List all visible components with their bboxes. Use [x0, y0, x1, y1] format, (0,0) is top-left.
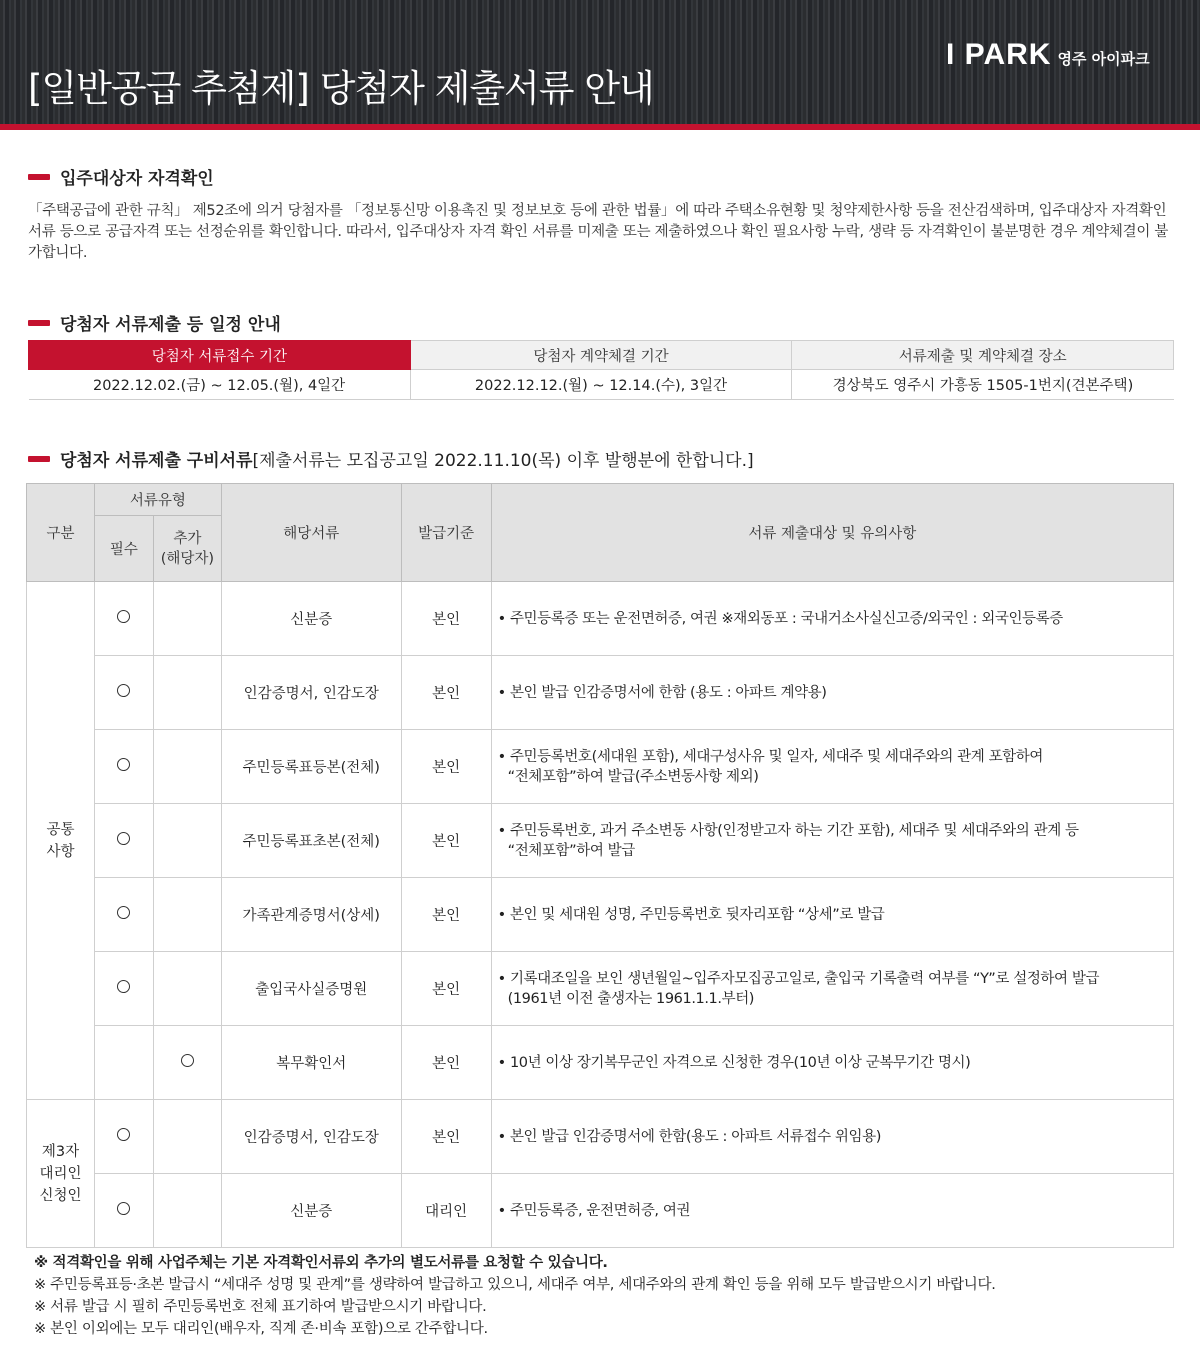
header-additional: 추가 (해당자): [153, 516, 221, 582]
document-name: 주민등록표등본(전체): [221, 730, 401, 804]
document-notes: [491, 1100, 1173, 1174]
notes-line: • 주민등록번호, 과거 주소변동 사항(인정받고자 하는 기간 포함), 세대주 및 세대주와의 관계 등: [497, 822, 1079, 839]
circle-mark-icon: [117, 980, 130, 993]
header-required: 필수: [94, 516, 153, 582]
logo-sub: 영주 아이파크: [1057, 50, 1150, 68]
issue-basis: 대리인: [401, 1174, 491, 1248]
issue-basis: 본인: [401, 1100, 491, 1174]
schedule-value: 2022.12.12.(월) ~ 12.14.(수), 3일간: [410, 370, 792, 400]
document-row: [27, 656, 1174, 730]
section-marker-icon: [28, 174, 50, 180]
header-document: 해당서류: [221, 484, 401, 582]
document-name: 출입국사실증명원: [221, 952, 401, 1026]
section-marker-icon: [28, 320, 50, 326]
section-heading-note: [제출서류는 모집공고일 2022.11.10(목) 이후 발행분에 한합니다.]: [252, 451, 754, 471]
document-row: [27, 1174, 1174, 1248]
required-cell: [94, 1026, 153, 1100]
section-heading-schedule: [28, 310, 281, 335]
additional-cell: [153, 952, 221, 1026]
document-name: 가족관계증명서(상세): [221, 878, 401, 952]
document-name: 주민등록표초본(전체): [221, 804, 401, 878]
footnotes: [34, 1252, 1174, 1340]
document-notes: [491, 878, 1173, 952]
notes-line: • 주민등록증, 운전면허증, 여권: [497, 1202, 691, 1219]
issue-basis: 본인: [401, 582, 491, 656]
section-heading-documents: [28, 446, 754, 471]
document-row: [27, 1100, 1174, 1174]
circle-mark-icon: [117, 684, 130, 697]
required-cell: [94, 730, 153, 804]
eligibility-paragraph: 「주택공급에 관한 규칙」 제52조에 의거 당첨자를 「정보통신망 이용촉진 및 정보보호 등에 관한 법률」에 따라 주택소유현황 및 청약제한사항 등을 전산검색하며, 입주대상자 자격확인서류 등으로 공급자격 또는 선정순위를 확인합니다. 따라서, 입주대상자 자격 확인 서류를 미제출 또는 제출하였으나 확인 필요사항 누락, 생략 등 자격확인이 불분명한 경우 계약체결이 불가합니다.: [28, 203, 1169, 261]
additional-cell: [153, 656, 221, 730]
circle-mark-icon: [117, 610, 130, 623]
brand-logo: [946, 38, 1150, 72]
schedule-header: 당첨자 계약체결 기간: [410, 341, 792, 370]
issue-basis: 본인: [401, 1026, 491, 1100]
category-cell: 공통 사항: [27, 582, 95, 1100]
section-marker-icon: [28, 456, 50, 462]
notes-line: • 기록대조일을 보인 생년월일~입주자모집공고일로, 출입국 기록출력 여부를 “Y”로 설정하여 발급: [497, 970, 1100, 987]
document-notes: [491, 804, 1173, 878]
notes-line: • 주민등록증 또는 운전면허증, 여권 ※재외동포 : 국내거소사실신고증/외국인 : 외국인등록증: [497, 610, 1063, 627]
issue-basis: 본인: [401, 952, 491, 1026]
notes-line: • 주민등록번호(세대원 포함), 세대구성사유 및 일자, 세대주 및 세대주와의 관계 포함하여: [497, 748, 1043, 765]
footnote: ※ 서류 발급 시 필히 주민등록번호 전체 표기하여 발급받으시기 바랍니다.: [34, 1299, 487, 1315]
document-row: [27, 1026, 1174, 1100]
circle-mark-icon: [117, 758, 130, 771]
required-cell: [94, 1174, 153, 1248]
section-heading-eligibility: [28, 164, 214, 189]
section-heading-text: 입주대상자 자격확인: [60, 169, 214, 189]
document-notes: [491, 1174, 1173, 1248]
required-cell: [94, 582, 153, 656]
issue-basis: 본인: [401, 878, 491, 952]
document-name: 신분증: [221, 582, 401, 656]
additional-cell: [153, 1174, 221, 1248]
document-row: [27, 582, 1174, 656]
document-notes: [491, 952, 1173, 1026]
notes-line: • 본인 발급 인감증명서에 한함(용도 : 아파트 서류접수 위임용): [497, 1128, 881, 1145]
additional-cell: [153, 582, 221, 656]
document-row: [27, 878, 1174, 952]
notes-line: (1961년 이전 출생자는 1961.1.1.부터): [507, 990, 755, 1007]
circle-mark-icon: [117, 906, 130, 919]
additional-cell: [153, 1100, 221, 1174]
footnote: ※ 적격확인을 위해 사업주체는 기본 자격확인서류외 추가의 별도서류를 요청할 수 있습니다.: [34, 1255, 608, 1271]
notes-line: • 본인 및 세대원 성명, 주민등록번호 뒷자리포함 “상세”로 발급: [497, 906, 885, 923]
header-doc-type: 서류유형: [94, 484, 221, 516]
documents-table: [26, 483, 1174, 1248]
required-cell: [94, 656, 153, 730]
circle-mark-icon: [117, 832, 130, 845]
section-heading-text: 당첨자 서류제출 등 일정 안내: [60, 315, 281, 335]
page-title: [일반공급 추첨제] 당첨자 제출서류 안내: [28, 67, 654, 110]
additional-cell: [153, 730, 221, 804]
header-category: 구분: [27, 484, 95, 582]
notes-line: “전체포함”하여 발급(주소변동사항 제외): [507, 768, 759, 785]
footnote: ※ 주민등록표등·초본 발급시 “세대주 성명 및 관계”를 생략하여 발급하고 있으니, 세대주 여부, 세대주와의 관계 확인 등을 위해 모두 발급받으시기 바랍니다.: [34, 1277, 996, 1293]
document-name: 인감증명서, 인감도장: [221, 1100, 401, 1174]
document-name: 인감증명서, 인감도장: [221, 656, 401, 730]
document-notes: [491, 656, 1173, 730]
header-banner: [0, 0, 1200, 130]
notes-line: “전체포함”하여 발급: [507, 842, 635, 859]
additional-cell: [153, 804, 221, 878]
document-notes: [491, 582, 1173, 656]
header-notes: 서류 제출대상 및 유의사항: [491, 484, 1173, 582]
issue-basis: 본인: [401, 730, 491, 804]
header-basis: 발급기준: [401, 484, 491, 582]
document-row: [27, 804, 1174, 878]
required-cell: [94, 804, 153, 878]
required-cell: [94, 1100, 153, 1174]
circle-mark-icon: [117, 1128, 130, 1141]
document-notes: [491, 1026, 1173, 1100]
circle-mark-icon: [181, 1054, 194, 1067]
schedule-header-row: [29, 341, 1174, 370]
documents-header-row: [27, 484, 1174, 516]
additional-cell: [153, 878, 221, 952]
circle-mark-icon: [117, 1202, 130, 1215]
notes-line: • 본인 발급 인감증명서에 한함 (용도 : 아파트 계약용): [497, 684, 827, 701]
document-name: 복무확인서: [221, 1026, 401, 1100]
additional-cell: [153, 1026, 221, 1100]
schedule-value-row: [29, 370, 1174, 400]
schedule-value: 2022.12.02.(금) ~ 12.05.(월), 4일간: [29, 370, 411, 400]
notes-line: • 10년 이상 장기복무군인 자격으로 신청한 경우(10년 이상 군복무기간 명시): [497, 1054, 971, 1071]
schedule-value: 경상북도 영주시 가흥동 1505-1번지(견본주택): [792, 370, 1174, 400]
document-name: 신분증: [221, 1174, 401, 1248]
schedule-header: 당첨자 서류접수 기간: [29, 341, 411, 370]
logo-brand: I PARK: [946, 38, 1052, 71]
required-cell: [94, 878, 153, 952]
category-cell: 제3자 대리인 신청인: [27, 1100, 95, 1248]
issue-basis: 본인: [401, 656, 491, 730]
document-notes: [491, 730, 1173, 804]
schedule-table: [28, 340, 1174, 400]
document-row: [27, 730, 1174, 804]
header-accent-bar: [0, 124, 1200, 130]
footnote: ※ 본인 이외에는 모두 대리인(배우자, 직계 존·비속 포함)으로 간주합니다.: [34, 1321, 488, 1337]
section-heading-text: 당첨자 서류제출 구비서류: [60, 451, 253, 471]
schedule-header: 서류제출 및 계약체결 장소: [792, 341, 1174, 370]
document-row: [27, 952, 1174, 1026]
required-cell: [94, 952, 153, 1026]
issue-basis: 본인: [401, 804, 491, 878]
